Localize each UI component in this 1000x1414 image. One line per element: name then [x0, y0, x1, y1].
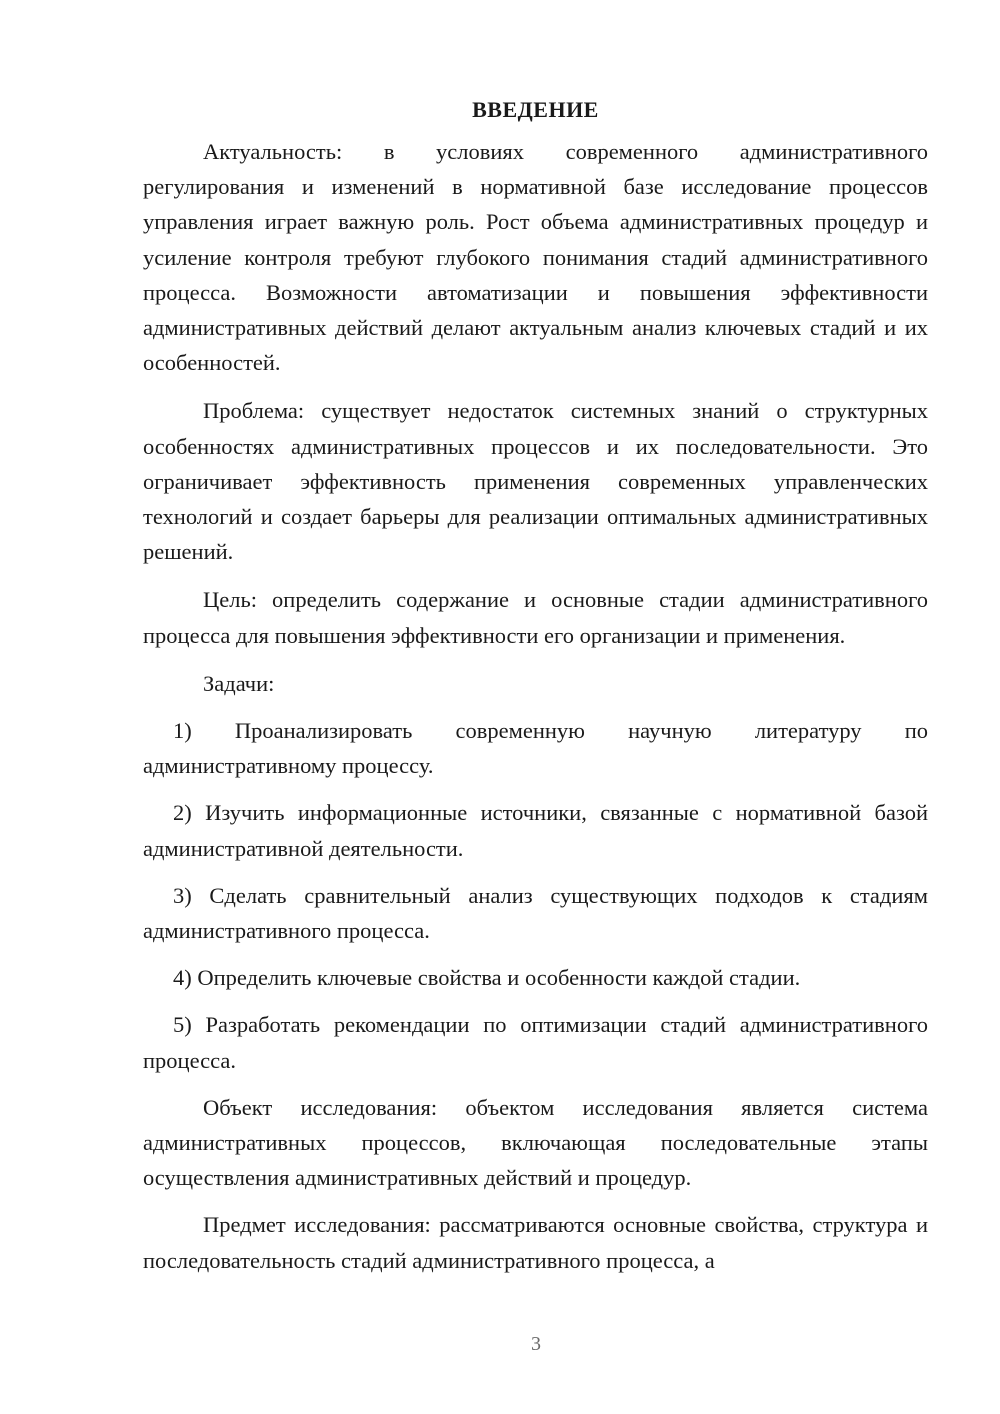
list-item-task-4: 4) Определить ключевые свойства и особенности каждой стадии. [173, 965, 801, 991]
paragraph-subject: Предмет исследования: рассматриваются основные свойства, структура и последовательность стадий административного процесса, а [143, 1212, 928, 1273]
list-item-task-3: 3) Сделать сравнительный анализ существующих подходов к стадиям административного процесса. [143, 882, 928, 944]
paragraph-object: Объект исследования: объектом исследования является система административных процессов, включающая последовательные этапы осуществления административных действий и процедур. [143, 1094, 928, 1191]
paragraph-relevance: Актуальность: в условиях современного административного регулирования и изменений в нормативной базе исследование процессов управления играет важную роль. Рост объема административных процедур и усиление контроля требуют глубокого понимания стадий административного процесса. Возможности автоматизации и повышения эффективности административных действий делают актуальным анализ ключевых стадий и их особенностей. [143, 139, 928, 376]
tasks-heading: Задачи: [203, 670, 275, 696]
paragraph-problem: Проблема: существует недостаток системных знаний о структурных особенностях административных процессов и их последовательности. Это ограничивает эффективность применения современных управленческих технологий и создает барьеры для реализации оптимальных административных решений. [143, 398, 928, 565]
section-title: ВВЕДЕНИЕ [472, 97, 599, 122]
page-body [143, 92, 928, 1278]
list-item-task-1: 1) Проанализировать современную научную литературу по административному процессу. [143, 718, 928, 779]
list-item-task-5: 5) Разработать рекомендации по оптимизации стадий административного процесса. [143, 1012, 928, 1073]
page-number: 3 [531, 1333, 541, 1355]
list-item-task-2: 2) Изучить информационные источники, связанные с нормативной базой административной деятельности. [143, 800, 928, 861]
paragraph-goal: Цель: определить содержание и основные стадии административного процесса для повышения эффективности его организации и применения. [143, 587, 928, 648]
